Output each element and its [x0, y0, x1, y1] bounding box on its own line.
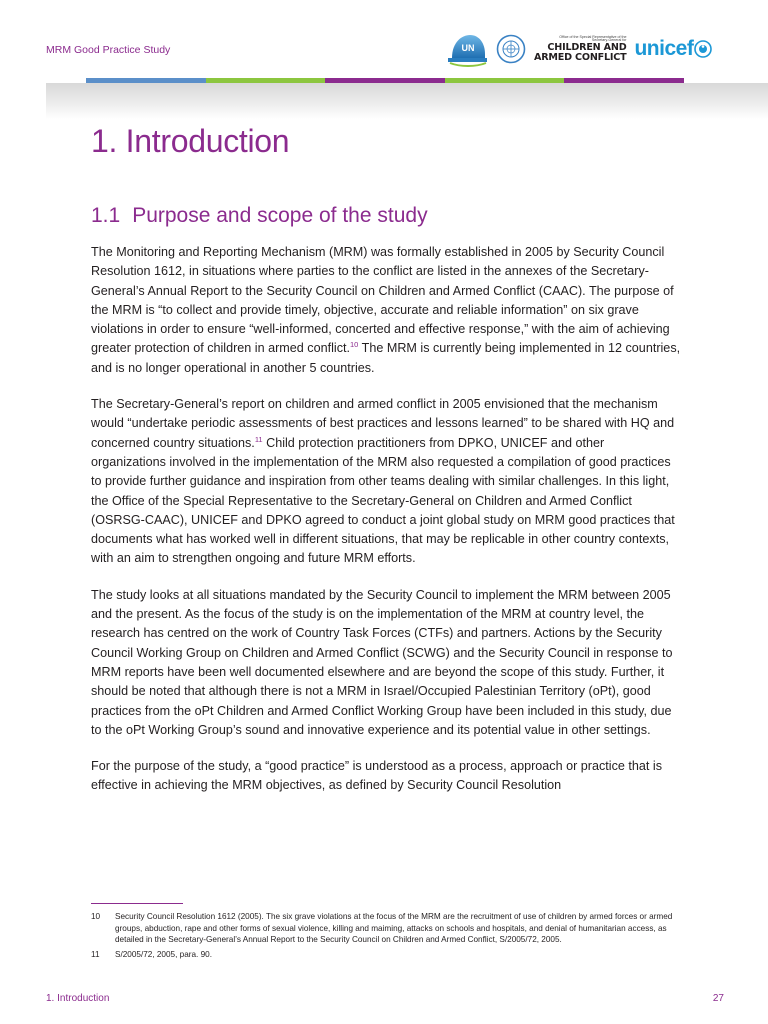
un-emblem-icon — [496, 34, 526, 64]
paragraph — [91, 395, 681, 569]
footnote-ref: 11 — [254, 434, 263, 444]
page-header — [0, 0, 768, 80]
running-header-title: MRM Good Practice Study — [46, 44, 171, 56]
footnote-ref: 10 — [350, 340, 359, 350]
header-shade-band — [46, 83, 768, 119]
paragraph: The study looks at all situations mandated by the Security Council to implement the MRM between 2005 and the present. As the focus of the study is on the implementation of the MRM at country level, the research has centred on the work of Country Task Forces (CTFs) and partners. Actions by the Security Council Working Group on Children and Armed Conflict (SCWG) and the Security Council in response to MRM reports have been well documented elsewhere and are beyond the scope of this study. Further, it should be noted that although there is not a MRM in Israel/Occupied Palestinian Territory (oPt), good practices from the oPt Children and Armed Conflict Working Group have been included in this study, due to the oPt Working Group’s sound and innovative experience and its potential value in other settings. — [91, 587, 673, 737]
footnotes — [91, 911, 681, 964]
unicef-wordmark: unicef — [634, 37, 694, 60]
osrsg-line-1: CHILDREN AND — [547, 42, 627, 53]
footnote-divider — [91, 903, 183, 904]
section-heading — [91, 204, 428, 228]
osrsg-caac-logo — [534, 36, 626, 62]
osrsg-line-2: ARMED CONFLICT — [534, 51, 627, 63]
unicef-globe-icon — [694, 40, 712, 58]
section-number: 1.1 — [91, 204, 121, 227]
partner-logos — [446, 26, 712, 72]
footnote — [91, 911, 681, 946]
paragraph: For the purpose of the study, a “good practice” is understood as a process, approach or practice that is effective in achieving the MRM objectives, as defined by Security Council Resolution — [91, 759, 662, 793]
paragraph — [91, 243, 681, 378]
footnote — [91, 949, 681, 961]
section-title: Purpose and scope of the study — [132, 204, 428, 227]
footnote-text: S/2005/72, 2005, para. 90. — [115, 950, 212, 960]
paragraph-text: The MRM is currently being implemented in 12 countries, and is no longer operational in another 5 countries. — [91, 341, 681, 375]
page-number: 27 — [712, 993, 724, 1004]
paragraph-text: The Monitoring and Reporting Mechanism (MRM) was formally established in 2005 by Security Council Resolution 1612, in situations where parties to the conflict are listed in the annexes of the Secretary-General’s Annual Report to the Security Council on Children and Armed Conflict (CAAC). The purpose of the MRM is “to collect and provide timely, objective, accurate and reliable information” on six grave violations in order to ensure “well-informed, concerted and effective response,” with the aim of achieving greater protection of children in armed conflict. — [91, 245, 674, 356]
footnote-number: 11 — [91, 950, 100, 960]
un-dpko-logo-icon — [446, 30, 488, 68]
paragraph-text: Child protection practitioners from DPKO, UNICEF and other organizations involved in the implementation of the MRM also requested a compilation of good practices to provide further guidance and inspiration from other teams dealing with similar challenges. In this light, the Office of the Special Representative to the Secretary-General on Children and Armed Conflict (OSRSG-CAAC), UNICEF and DPKO agreed to conduct a joint global study on MRM good practices that documents what has worked well in different situations, that may be replicable in other country contexts, with an aim to strengthen ongoing and future MRM efforts. — [91, 435, 675, 566]
footnote-text: Security Council Resolution 1612 (2005). The six grave violations at the focus of the MRM are the recruitment of use of children by armed forces or armed groups, abduction, rape and other forms of sexual violence, killing and maiming, attacks on schools and hospitals, and denial of humanitarian access, as detailed in the Secretary-General’s Annual Report to the Security Council on Children and Armed Conflict, S/2005/72, 2005. — [115, 912, 673, 945]
paragraph-text: The Secretary-General’s report on children and armed conflict in 2005 envisioned that the mechanism would “undertake periodic assessments of best practices and lessons learned” to be shared with HQ and concerned country situations. — [91, 397, 675, 450]
unicef-logo — [634, 37, 712, 61]
svg-text:UN: UN — [461, 43, 475, 53]
footnote-number: 10 — [91, 912, 101, 921]
osrsg-office-text: Office of the Special Representative of the Secretary-General for — [559, 34, 627, 43]
footer-section-title: 1. Introduction — [46, 993, 110, 1004]
chapter-heading: 1. Introduction — [91, 123, 290, 159]
body-text — [91, 243, 681, 813]
